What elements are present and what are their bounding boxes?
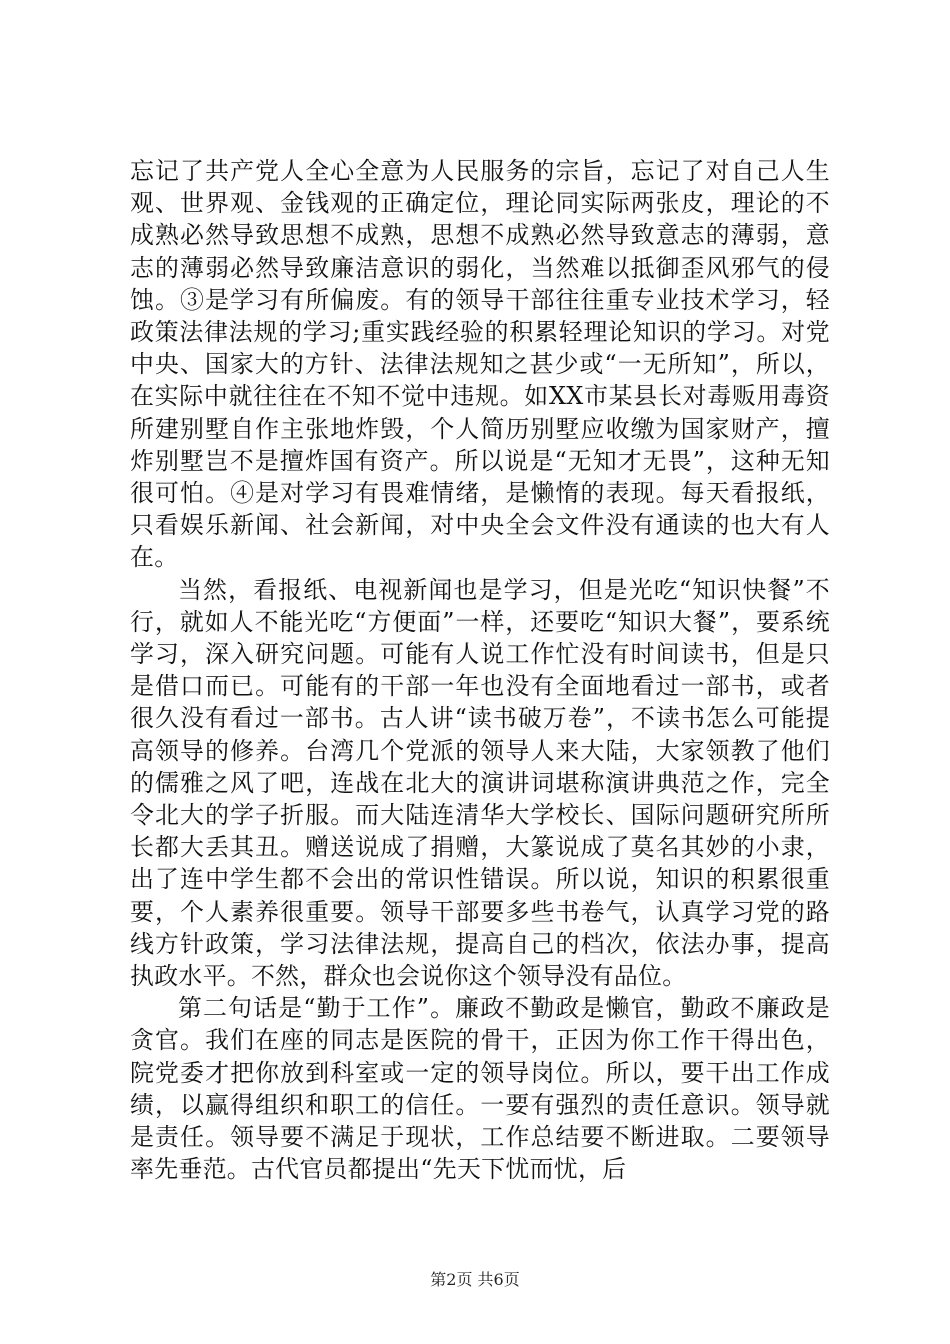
paragraph-continuation: 忘记了共产党人全心全意为人民服务的宗旨，忘记了对自己人生观、世界观、金钱观的正确定位，理论同实际两张皮，理论的不成熟必然导致思想不成熟，思想不成熟必然导致意志的薄弱，意志的薄弱必然导致廉洁意识的弱化，当然难以抵御歪风邪气的侵蚀。③是学习有所偏废。有的领导干部往往重专业技术学习，轻政策法律法规的学习;重实践经验的积累轻理论知识的学习。对党中央、国家大的方针、法律法规知之甚少或“一无所知”，所以，在实际中就往往在不知不觉中违规。如XX市某县长对毒贩用毒资所建别墅自作主张地炸毁，个人简历别墅应收缴为国家财产，擅炸别墅岂不是擅炸国有资产。所以说是“无知才无畏”，这种无知很可怕。④是对学习有畏难情绪，是懒惰的表现。每天看报纸，只看娱乐新闻、社会新闻，对中央全会文件没有通读的也大有人在。 — [130, 157, 830, 572]
paragraph-diligent-work: 第二句话是“勤于工作”。廉政不勤政是懒官，勤政不廉政是贪官。我们在座的同志是医院的骨干，正因为你工作干得出色，院党委才把你放到科室或一定的领导岗位。所以，要干出工作成绩，以赢得组织和职工的信任。一要有强烈的责任意识。领导就是责任。领导要不满足于现状，工作总结要不断进取。二要领导率先垂范。古代官员都提出“先天下忧而忧，后 — [130, 994, 830, 1184]
document-body — [130, 155, 830, 1186]
page-number-footer: 第2页 共6页 — [430, 1270, 520, 1289]
paragraph-knowledge-reading: 当然，看报纸、电视新闻也是学习，但是光吃“知识快餐”不行，就如人不能光吃“方便面”一样，还要吃“知识大餐”，要系统学习，深入研究问题。可能有人说工作忙没有时间读书，但是只是借口而已。可能有的干部一年也没有全面地看过一部书，或者很久没有看过一部书。古人讲“读书破万卷”，不读书怎么可能提高领导的修养。台湾几个党派的领导人来大陆，大家领教了他们的儒雅之风了吧，连战在北大的演讲词堪称演讲典范之作，完全令北大的学子折服。而大陆连清华大学校长、国际问题研究所所长都大丢其丑。赠送说成了捐赠，大篆说成了莫名其妙的小隶，出了连中学生都不会出的常识性错误。所以说，知识的积累很重要，个人素养很重要。领导干部要多些书卷气，认真学习党的路线方针政策，学习法律法规，提高自己的档次，依法办事，提高执政水平。不然，群众也会说你这个领导没有品位。 — [130, 575, 830, 991]
